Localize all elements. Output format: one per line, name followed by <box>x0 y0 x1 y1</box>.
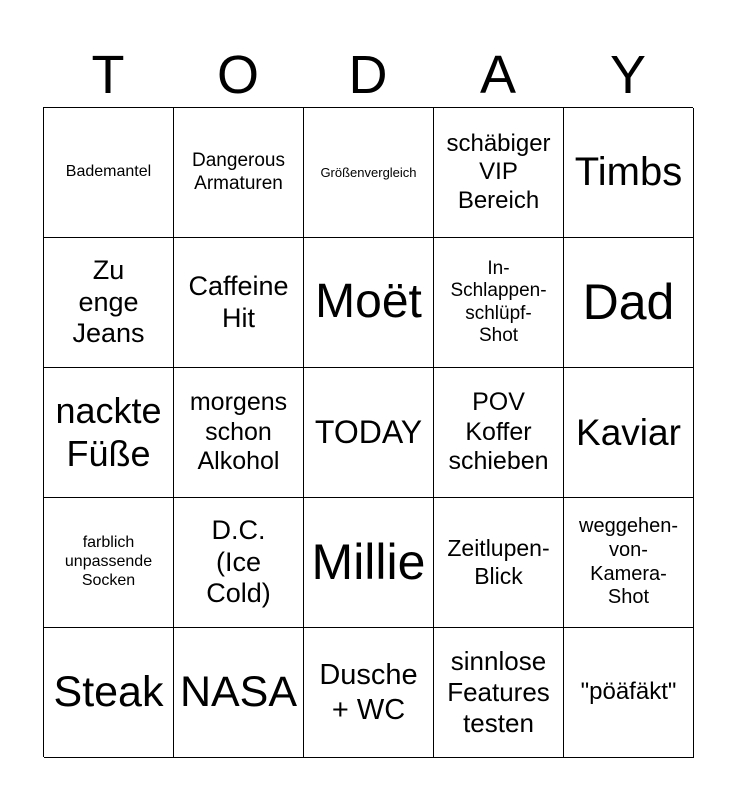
bingo-cell[interactable]: Caffeine Hit <box>174 238 304 368</box>
bingo-cell[interactable]: weggehen- von- Kamera- Shot <box>564 498 694 628</box>
bingo-cell[interactable]: nackte Füße <box>44 368 174 498</box>
header-letter: D <box>348 45 388 105</box>
header-letter: O <box>216 45 259 105</box>
bingo-cell[interactable]: Kaviar <box>564 368 694 498</box>
bingo-header <box>43 44 693 106</box>
bingo-cell[interactable]: POV Koffer schieben <box>434 368 564 498</box>
bingo-cell[interactable]: schäbiger VIP Bereich <box>434 108 564 238</box>
bingo-cell[interactable]: "pöäfäkt" <box>564 628 694 758</box>
header-letter: A <box>479 45 517 105</box>
bingo-cell[interactable]: NASA <box>174 628 304 758</box>
bingo-cell[interactable]: Dusche + WC <box>304 628 434 758</box>
bingo-cell[interactable]: TODAY <box>304 368 434 498</box>
bingo-cell[interactable]: Millie <box>304 498 434 628</box>
bingo-cell[interactable]: In- Schlappen- schlüpf- Shot <box>434 238 564 368</box>
bingo-cell[interactable]: Zeitlupen- Blick <box>434 498 564 628</box>
bingo-cell[interactable]: Moët <box>304 238 434 368</box>
bingo-cell[interactable]: Dad <box>564 238 694 368</box>
header-letter: Y <box>609 45 647 105</box>
bingo-cell[interactable]: Bademantel <box>44 108 174 238</box>
bingo-cell[interactable]: Größenvergleich <box>304 108 434 238</box>
header-letter: T <box>91 45 125 105</box>
bingo-grid <box>43 107 693 757</box>
bingo-cell[interactable]: farblich unpassende Socken <box>44 498 174 628</box>
bingo-cell[interactable]: sinnlose Features testen <box>434 628 564 758</box>
bingo-cell[interactable]: Timbs <box>564 108 694 238</box>
bingo-cell[interactable]: Steak <box>44 628 174 758</box>
bingo-cell[interactable]: Zu enge Jeans <box>44 238 174 368</box>
bingo-cell[interactable]: Dangerous Armaturen <box>174 108 304 238</box>
bingo-cell[interactable]: D.C. (Ice Cold) <box>174 498 304 628</box>
bingo-cell[interactable]: morgens schon Alkohol <box>174 368 304 498</box>
